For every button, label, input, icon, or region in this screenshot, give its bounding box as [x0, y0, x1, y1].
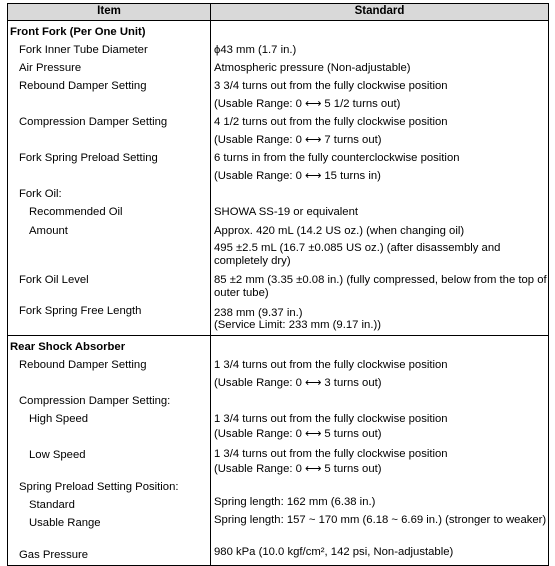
front-fork-standards: [211, 21, 549, 336]
standard-value: (Usable Range: 0 ⟷ 7 turns out): [214, 134, 382, 147]
item-label: Recommended Oil: [29, 206, 123, 219]
item-label: Amount: [29, 224, 68, 237]
standard-value: Spring length: 162 mm (6.38 in.): [214, 495, 376, 508]
standard-value: Atmospheric pressure (Non-adjustable): [214, 62, 411, 75]
standard-value: ϕ43 mm (1.7 in.): [214, 44, 297, 57]
rear-shock-standards: [211, 335, 549, 566]
item-label: Usable Range: [29, 517, 101, 530]
standard-value: 495 ±2.5 mL (16.7 ±0.085 US oz.) (after disassembly and completely dry): [214, 241, 501, 267]
standard-value: 4 1/2 turns out from the fully clockwise position: [214, 116, 448, 129]
standard-value: 1 3/4 turns out from the fully clockwise position: [214, 412, 448, 425]
item-label: Fork Oil:: [19, 188, 62, 201]
item-label: Fork Spring Free Length: [19, 304, 142, 317]
standard-value: Approx. 420 mL (14.2 US oz.) (when changing oil): [214, 224, 465, 237]
item-label: Rebound Damper Setting: [19, 358, 147, 371]
standard-value: 85 ±2 mm (3.35 ±0.08 in.) (fully compressed, below from the top of outer tube): [214, 273, 547, 299]
item-label: Gas Pressure: [19, 549, 89, 562]
rear-shock-items: [8, 335, 211, 566]
item-label: Standard: [29, 499, 75, 512]
item-label: Spring Preload Setting Position:: [19, 481, 179, 494]
standard-value: 238 mm (9.37 in.): [214, 306, 303, 319]
standard-value: [211, 393, 548, 411]
standard-value: (Usable Range: 0 ⟷ 5 turns out): [214, 462, 382, 475]
spec-table: [7, 3, 549, 566]
standard-value: (Usable Range: 0 ⟷ 5 1/2 turns out): [214, 98, 401, 111]
standard-value: 6 turns in from the fully counterclockwise position: [214, 152, 460, 165]
standard-value: 980 kPa (10.0 kgf/cm², 142 psi, Non-adjustable): [214, 546, 454, 559]
standard-value: (Usable Range: 0 ⟷ 15 turns in): [214, 170, 381, 183]
header-row: [8, 4, 549, 21]
section-front-fork: [8, 21, 549, 336]
standard-value: (Usable Range: 0 ⟷ 3 turns out): [214, 376, 382, 389]
item-label: Compression Damper Setting:: [19, 394, 171, 407]
item-label: Fork Oil Level: [19, 273, 89, 286]
standard-value: Spring length: 157 ~ 170 mm (6.18 ~ 6.69 in.) (stronger to weaker): [214, 514, 547, 527]
standard-value: [211, 186, 548, 204]
standard-value: (Service Limit: 233 mm (9.17 in.)): [214, 318, 381, 331]
section-rear-shock: [8, 335, 549, 566]
item-column-header: Item: [8, 4, 211, 21]
front-fork-items: [8, 21, 211, 336]
item-label: Fork Inner Tube Diameter: [19, 44, 148, 57]
standard-value: 1 3/4 turns out from the fully clockwise position: [214, 358, 448, 371]
standard-column-header: Standard: [211, 4, 549, 21]
item-label: High Speed: [29, 412, 89, 425]
item-label: Fork Spring Preload Setting: [19, 152, 158, 165]
standard-value: [211, 476, 548, 494]
standard-value: SHOWA SS-19 or equivalent: [214, 206, 358, 219]
section-title: Front Fork (Per One Unit): [10, 26, 146, 38]
item-label: Compression Damper Setting: [19, 116, 168, 129]
standard-value: 1 3/4 turns out from the fully clockwise position: [214, 447, 448, 460]
item-label: Rebound Damper Setting: [19, 80, 147, 93]
item-label: Air Pressure: [19, 62, 82, 75]
section-title: Rear Shock Absorber: [10, 340, 126, 353]
standard-value: 3 3/4 turns out from the fully clockwise position: [214, 80, 448, 93]
item-label: Low Speed: [29, 448, 86, 461]
standard-value: (Usable Range: 0 ⟷ 5 turns out): [214, 428, 382, 440]
